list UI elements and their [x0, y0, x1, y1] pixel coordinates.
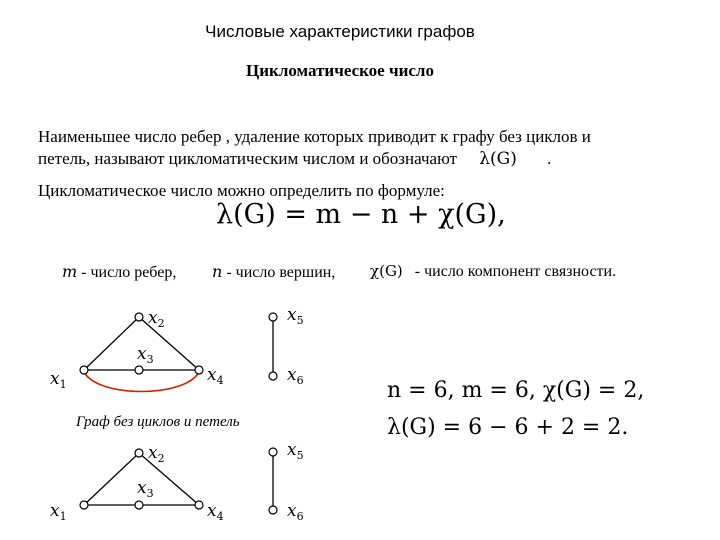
label-b-x1: $x_1$: [50, 501, 67, 523]
result-line-1: n = 6, m = 6, χ(G) = 2,: [387, 378, 645, 403]
legend-m-text: - число ребер,: [77, 264, 177, 281]
page-title: Числовые характеристики графов: [205, 22, 475, 41]
vertex-x1: [80, 366, 88, 374]
formula-intro: Цикломатическое число можно определить по формуле:: [38, 181, 445, 200]
label-x3: $x_3$: [137, 344, 154, 366]
main-formula: λ(G) = m − n + χ(G),: [216, 199, 506, 230]
label-x5: $x_5$: [287, 305, 304, 327]
vertex-x4: [195, 366, 203, 374]
vertex-b-x6: [269, 506, 277, 514]
label-x4: $x_4$: [207, 365, 224, 387]
vertex-b-x2: [135, 449, 143, 457]
label-b-x2: $x_2$: [148, 443, 165, 465]
top-graph-edges: [84, 317, 273, 376]
vertex-x2: [135, 313, 143, 321]
bottom-graph-labels: [50, 440, 304, 523]
definition-period: .: [547, 149, 552, 168]
edge-b-x1-x2: [84, 453, 139, 505]
vertex-b-x3: [135, 501, 143, 509]
label-b-x4: $x_4$: [207, 501, 224, 523]
legend-chi-var: χ(G): [370, 262, 403, 280]
definition-text: петель, называют цикломатическим числом и обозначают: [38, 149, 457, 168]
legend-chi-text: - число компонент связности.: [410, 263, 617, 280]
graph-caption: Граф без циклов и петель: [76, 414, 240, 430]
legend-n-text: - число вершин,: [222, 264, 336, 281]
vertex-x6: [269, 372, 277, 380]
vertex-x3: [135, 366, 143, 374]
vertex-x5: [269, 313, 277, 321]
legend-n-var: n: [212, 262, 223, 281]
vertex-b-x1: [80, 501, 88, 509]
legend-m-var: m: [62, 262, 78, 281]
section-subtitle: Цикломатическое число: [246, 61, 434, 80]
label-b-x6: $x_6$: [287, 501, 304, 523]
result-line-2: λ(G) = 6 − 6 + 2 = 2.: [387, 415, 629, 440]
bottom-graph-edges: [84, 452, 273, 510]
label-x2: $x_2$: [148, 308, 165, 330]
label-x6: $x_6$: [287, 365, 304, 387]
definition-line-1: Наименьшее число ребер , удаление которых приводит к графу без циклов и: [38, 127, 591, 146]
edge-x1-x2: [84, 317, 139, 370]
lambda-symbol: λ(G): [479, 149, 517, 169]
vertex-b-x5: [269, 448, 277, 456]
vertex-b-x4: [195, 501, 203, 509]
label-x1: $x_1$: [50, 369, 67, 391]
label-b-x3: $x_3$: [137, 478, 154, 500]
label-b-x5: $x_5$: [287, 440, 304, 462]
edge-x1-x4-highlight: [84, 372, 199, 392]
